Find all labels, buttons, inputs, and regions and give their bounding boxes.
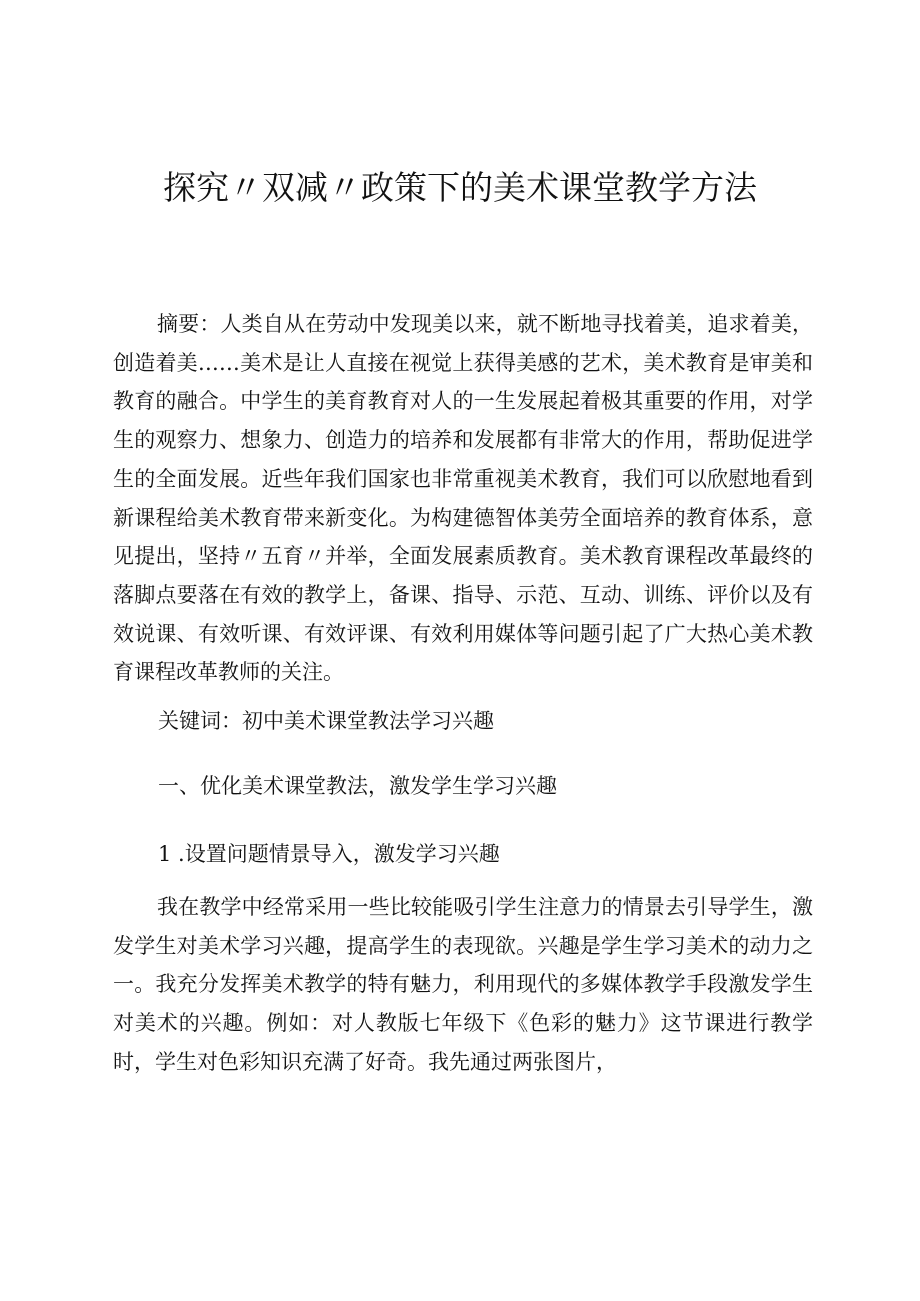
abstract-paragraph: 摘要：人类自从在劳动中发现美以来，就不断地寻找着美，追求着美，创造着美……美术是让人直接在视觉上获得美感的艺术，美术教育是审美和教育的融合。中学生的美育教育对人的一生发展起着极其重要的作用，对学生的观察力、想象力、创造力的培养和发展都有非常大的作用，帮助促进学生的全面发展。近些年我们国家也非常重视美术教育，我们可以欣慰地看到新课程给美术教育带来新变化。为构建德智体美劳全面培养的教育体系，意见提出，坚持〃五育〃并举，全面发展素质教育。美术教育课程改革最终的落脚点要落在有效的教学上，备课、指导、示范、互动、训练、评价以及有效说课、有效听课、有效评课、有效利用媒体等问题引起了广大热心美术教育课程改革教师的关注。: [113, 312, 813, 685]
subsection-heading: 1 .设置问题情景导入，激发学习兴趣: [158, 842, 500, 866]
document-title: 探究〃双减〃政策下的美术课堂教学方法: [163, 168, 757, 207]
keywords-line: 关键词：初中美术课堂教法学习兴趣: [158, 709, 494, 733]
body-paragraph: 我在教学中经常采用一些比较能吸引学生注意力的情景去引导学生，激发学生对美术学习兴趣，提高学生的表现欲。兴趣是学生学习美术的动力之一。我充分发挥美术教学的特有魅力，利用现代的多媒体教学手段激发学生对美术的兴趣。例如：对人教版七年级下《色彩的魅力》这节课进行教学时，学生对色彩知识充满了好奇。我先通过两张图片，: [113, 895, 813, 1074]
section-heading: 一、优化美术课堂教法，激发学生学习兴趣: [158, 774, 557, 798]
